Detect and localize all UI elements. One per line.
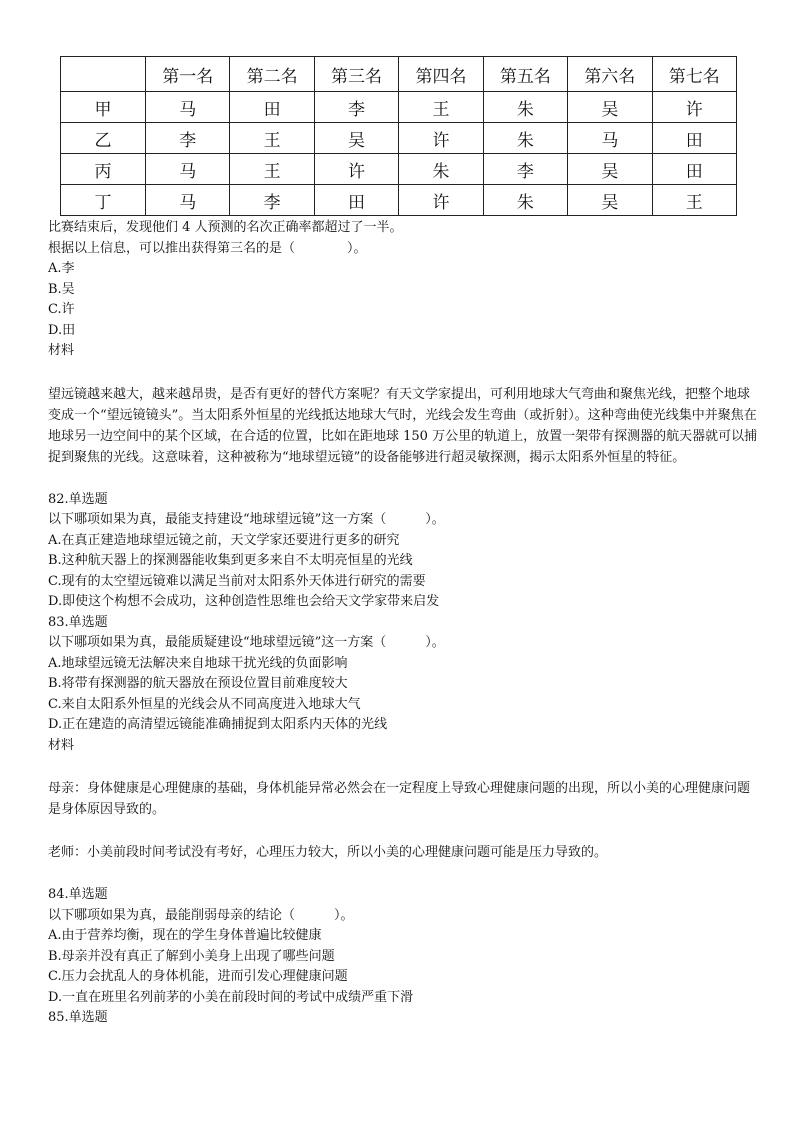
table-cell: 田 xyxy=(314,185,398,216)
table-cell: 田 xyxy=(230,92,314,123)
table-header-cell: 第五名 xyxy=(483,57,567,92)
table-cell: 丁 xyxy=(61,185,146,216)
q81-option-c: C.许 xyxy=(48,302,75,317)
table-cell: 田 xyxy=(652,123,736,154)
q83-option-c: C.来自太阳系外恒星的光线会从不同高度进入地球大气 xyxy=(48,696,361,712)
table-cell: 朱 xyxy=(483,185,567,216)
q82-option-c: C.现有的太空望远镜难以满足当前对太阳系外天体进行研究的需要 xyxy=(48,573,426,589)
table-cell: 甲 xyxy=(61,92,146,123)
table-row xyxy=(61,123,737,154)
q81-option-b: B.吴 xyxy=(48,281,75,297)
material-label: 材料 xyxy=(48,343,75,358)
table-cell: 吴 xyxy=(568,185,652,216)
table-cell: 田 xyxy=(652,154,736,185)
q81-statement: 比赛结束后，发现他们 4 人预测的名次正确率都超过了一半。 xyxy=(48,220,403,235)
table-cell: 王 xyxy=(230,123,314,154)
table-cell: 李 xyxy=(314,92,398,123)
table-cell: 吴 xyxy=(568,154,652,185)
mother-statement: 母亲：身体健康是心理健康的基础，身体机能异常必然会在一定程度上导致心理健康问题的出现，所以小美的心理健康问题是身体原因导致的。 xyxy=(48,781,751,817)
table-header-row xyxy=(61,57,737,92)
q82-number: 82.单选题 xyxy=(48,491,108,507)
q84-option-b: B.母亲并没有真正了解到小美身上出现了哪些问题 xyxy=(48,948,335,964)
table-cell: 朱 xyxy=(483,92,567,123)
table-cell: 王 xyxy=(230,154,314,185)
table-row xyxy=(61,185,737,216)
table-cell: 李 xyxy=(483,154,567,185)
table-cell: 丙 xyxy=(61,154,146,185)
q84-option-d: D.一直在班里名列前茅的小美在前段时间的考试中成绩严重下滑 xyxy=(48,989,414,1005)
q83-question: 以下哪项如果为真，最能质疑建设“地球望远镜”这一方案（ ）。 xyxy=(48,635,445,650)
table-cell: 王 xyxy=(652,185,736,216)
table-cell: 王 xyxy=(399,92,483,123)
table-cell: 吴 xyxy=(314,123,398,154)
table-cell: 朱 xyxy=(399,154,483,185)
table-header-cell xyxy=(61,57,146,92)
table-header-cell: 第六名 xyxy=(568,57,652,92)
table-header-cell: 第三名 xyxy=(314,57,398,92)
table-header-cell: 第七名 xyxy=(652,57,736,92)
q85-number: 85.单选题 xyxy=(48,1010,108,1025)
table-cell: 马 xyxy=(568,123,652,154)
table-cell: 许 xyxy=(399,185,483,216)
material-label: 材料 xyxy=(48,737,75,753)
q81-option-a: A.李 xyxy=(48,261,75,276)
q84-question: 以下哪项如果为真，最能削弱母亲的结论（ ）。 xyxy=(48,907,354,923)
table-cell: 马 xyxy=(146,185,230,216)
prediction-table xyxy=(60,56,737,216)
q83-option-a: A.地球望远镜无法解决来自地球干扰光线的负面影响 xyxy=(48,655,348,671)
q82-option-d: D.即使这个构想不会成功，这种创造性思维也会给天文学家带来启发 xyxy=(48,594,440,609)
table-cell: 许 xyxy=(652,92,736,123)
table-header-cell: 第二名 xyxy=(230,57,314,92)
document-body xyxy=(48,218,760,1029)
q83-option-d: D.正在建造的高清望远镜能准确捕捉到太阳系内天体的光线 xyxy=(48,717,388,732)
q82-option-b: B.这种航天器上的探测器能收集到更多来自不太明亮恒星的光线 xyxy=(48,553,413,568)
q81-question: 根据以上信息，可以推出获得第三名的是（ ）。 xyxy=(48,240,367,256)
q81-option-d: D.田 xyxy=(48,322,76,338)
table-header-cell: 第一名 xyxy=(146,57,230,92)
table-cell: 李 xyxy=(146,123,230,154)
q84-option-a: A.由于营养均衡，现在的学生身体普遍比较健康 xyxy=(48,928,322,943)
table-cell: 许 xyxy=(399,123,483,154)
table-cell: 李 xyxy=(230,185,314,216)
teacher-statement: 老师：小美前段时间考试没有考好，心理压力较大，所以小美的心理健康问题可能是压力导致的。 xyxy=(48,845,608,860)
material-paragraph: 望远镜越来越大，越来越昂贵，是否有更好的替代方案呢？有天文学家提出，可利用地球大气弯曲和聚焦光线，把整个地球变成一个“望远镜镜头”。当太阳系外恒星的光线抵达地球大气时，光线会发生弯曲（或折射）。这种弯曲使光线集中并聚焦在地球另一边空间中的某个区域，在合适的位置，比如在距地球 150 万公里的轨道上，放置一架带有探测器的航天器就可以捕捉到聚焦的光线。这意味着，这种被称为“地球望远镜”的设备能够进行超灵敏探测，揭示太阳系外恒星的特征。 xyxy=(48,386,758,465)
q83-option-b: B.将带有探测器的航天器放在预设位置目前难度较大 xyxy=(48,676,348,691)
q82-question: 以下哪项如果为真，最能支持建设“地球望远镜”这一方案（ ）。 xyxy=(48,512,445,527)
table-row xyxy=(61,154,737,185)
q84-number: 84.单选题 xyxy=(48,887,108,902)
table-cell: 许 xyxy=(314,154,398,185)
q83-number: 83.单选题 xyxy=(48,614,108,630)
table-cell: 吴 xyxy=(568,92,652,123)
table-cell: 马 xyxy=(146,92,230,123)
q84-option-c: C.压力会扰乱人的身体机能，进而引发心理健康问题 xyxy=(48,969,348,984)
table-cell: 乙 xyxy=(61,123,146,154)
q82-option-a: A.在真正建造地球望远镜之前，天文学家还要进行更多的研究 xyxy=(48,532,400,548)
table-row xyxy=(61,92,737,123)
table-cell: 朱 xyxy=(483,123,567,154)
table-header-cell: 第四名 xyxy=(399,57,483,92)
table-cell: 马 xyxy=(146,154,230,185)
